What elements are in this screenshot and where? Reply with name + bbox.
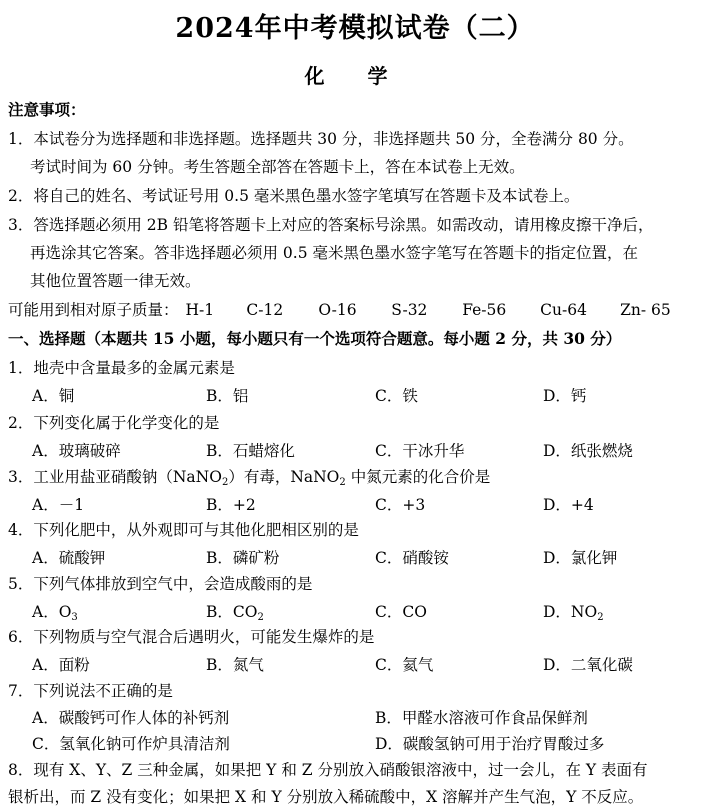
notice-item-1-line-2: 考试时间为 60 分钟。考生答题全部答在答题卡上，答在本试卷上无效。 <box>30 158 525 176</box>
question-3-option-a: A．－1 <box>32 496 85 514</box>
notice-item-3-line-2: 再选涂其它答案。答非选择题必须用 0.5 毫米黑色墨水签字笔写在答题卡的指定位置，在 <box>30 244 639 262</box>
question-4-stem: 4．下列化肥中，从外观即可与其他化肥相区别的是 <box>8 521 359 539</box>
question-3-option-b: B．+2 <box>206 496 256 514</box>
question-8-line-2: 银析出，而 Z 没有变化；如果把 X 和 Y 分别放入稀硫酸中，X 溶解并产生气泡，Y 不反应。 <box>8 788 644 806</box>
question-1-stem: 1．地壳中含量最多的金属元素是 <box>8 359 235 377</box>
question-6-option-d: D．二氧化碳 <box>543 656 633 674</box>
question-5-option-d: D．$NO_2$ <box>543 603 604 623</box>
atomic-mass-o: O-16 <box>318 301 357 319</box>
question-6-stem: 6．下列物质与空气混合后遇明火，可能发生爆炸的是 <box>8 628 375 646</box>
atomic-mass-s: S-32 <box>391 301 428 319</box>
question-2-stem: 2．下列变化属于化学变化的是 <box>8 414 220 432</box>
question-6-option-a: A．面粉 <box>32 656 90 674</box>
question-4-option-b: B．磷矿粉 <box>206 549 280 567</box>
question-6-option-c: C．氦气 <box>375 656 434 674</box>
question-2-option-a: A．玻璃破碎 <box>32 442 121 460</box>
question-2-option-b: B．石蜡熔化 <box>206 442 295 460</box>
question-4-option-c: C．硝酸铵 <box>375 549 449 567</box>
question-3-stem: 3．工业用盐亚硝酸钠（NaNO$_2$）有毒，NaNO$_2$ 中氮元素的化合价是 <box>8 468 491 488</box>
question-2-option-d: D．纸张燃烧 <box>543 442 633 460</box>
question-7-option-b: B．甲醛水溶液可作食品保鲜剂 <box>375 709 588 727</box>
question-2-option-c: C．干冰升华 <box>375 442 465 460</box>
atomic-masses <box>8 300 671 320</box>
question-5-option-b: B．$CO_2$ <box>206 603 264 623</box>
question-7-stem: 7．下列说法不正确的是 <box>8 682 173 700</box>
question-5-option-a: A．$O_3$ <box>32 603 78 623</box>
notice-item-1-line-1: 1．本试卷分为选择题和非选择题。选择题共 30 分，非选择题共 50 分，全卷满分 80 分。 <box>8 130 634 148</box>
notice-heading: 注意事项： <box>8 100 86 119</box>
question-1-option-d: D．钙 <box>543 387 587 405</box>
question-1-option-b: B．铝 <box>206 387 249 405</box>
question-5-stem: 5．下列气体排放到空气中，会造成酸雨的是 <box>8 575 313 593</box>
question-5-option-c: C．CO <box>375 603 427 621</box>
atomic-mass-c: C-12 <box>246 301 284 319</box>
question-1-option-a: A．铜 <box>32 387 75 405</box>
question-7-option-c: C．氢氧化钠可作炉具清洁剂 <box>32 735 230 753</box>
notice-item-3-line-3: 其他位置答题一律无效。 <box>30 272 201 290</box>
question-1-option-c: C．铁 <box>375 387 418 405</box>
question-4-option-a: A．硫酸钾 <box>32 549 106 567</box>
question-7-option-a: A．碳酸钙可作人体的补钙剂 <box>32 709 230 727</box>
section-1-heading: 一、选择题（本题共 15 小题，每小题只有一个选项符合题意。每小题 2 分，共 30 分） <box>8 329 622 348</box>
question-4-option-d: D．氯化钾 <box>543 549 618 567</box>
question-3-option-c: C．+3 <box>375 496 426 514</box>
notice-item-2: 2．将自己的姓名、考试证号用 0.5 毫米黑色墨水签字笔填写在答题卡及本试卷上。 <box>8 187 580 205</box>
question-7-option-d: D．碳酸氢钠可用于治疗胃酸过多 <box>375 735 605 753</box>
page-title: 2024年中考模拟试卷（二） <box>175 13 535 44</box>
atomic-mass-fe: Fe-56 <box>462 301 507 319</box>
question-8-line-1: 8．现有 X、Y、Z 三种金属，如果把 Y 和 Z 分别放入硝酸银溶液中，过一会儿，在 Y 表面有 <box>8 761 648 779</box>
atomic-mass-zn: Zn- 65 <box>620 301 671 319</box>
atomic-mass-cu: Cu-64 <box>540 301 587 319</box>
atomic-mass-h: H-1 <box>185 301 215 319</box>
atomic-masses-label: 可能用到相对原子质量： <box>8 301 179 319</box>
question-3-option-d: D．+4 <box>543 496 594 514</box>
subject-title: 化 学 <box>304 64 406 88</box>
question-6-option-b: B．氮气 <box>206 656 264 674</box>
notice-item-3-line-1: 3．答选择题必须用 2B 铅笔将答题卡上对应的答案标号涂黑。如需改动，请用橡皮擦干净后， <box>8 216 654 234</box>
